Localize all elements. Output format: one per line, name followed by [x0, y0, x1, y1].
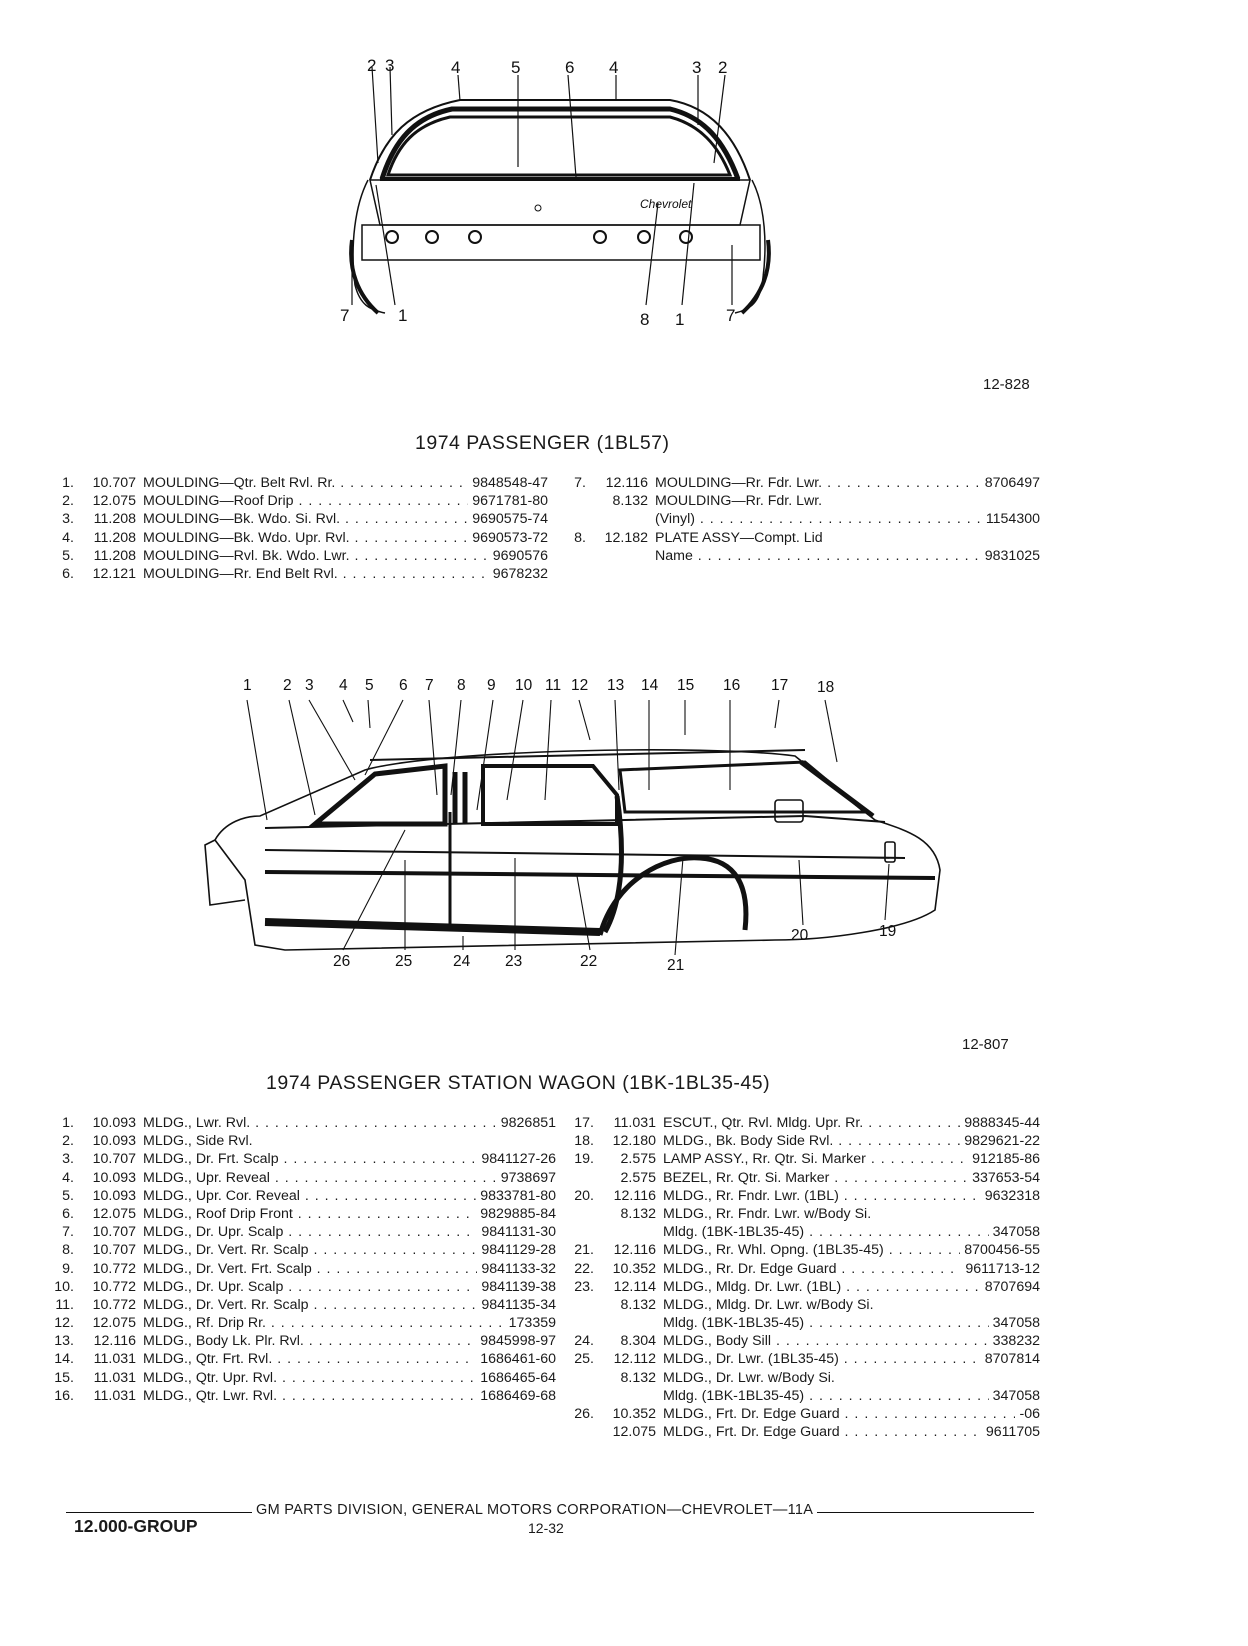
group-code — [594, 1314, 656, 1332]
part-number: 9831025 — [984, 547, 1040, 564]
part-description: Mldg. (1BK-1BL35-45) . . . — [656, 1223, 989, 1241]
part-description: Name . . . — [648, 547, 981, 565]
group-code — [594, 1223, 656, 1241]
part-description: LAMP ASSY., Rr. Qtr. Si. Marker . . . — [656, 1150, 968, 1168]
part-description: MLDG., Mldg. Dr. Lwr. w/Body Si. — [663, 1296, 874, 1313]
part-row — [548, 1132, 1040, 1150]
part-number: 9738697 — [500, 1169, 556, 1186]
part-row — [28, 510, 548, 528]
figure-passenger-rear-view — [340, 55, 790, 345]
part-description: MLDG., Upr. Reveal . . . — [136, 1169, 497, 1187]
part-description: MLDG., Bk. Body Side Rvl. . . . — [656, 1132, 960, 1150]
group-code: 11.031 — [613, 1115, 656, 1131]
part-row — [28, 1223, 556, 1241]
part-number-index — [548, 1423, 594, 1441]
footer-publisher: GM PARTS DIVISION, GENERAL MOTORS CORPORATION—CHEVROLET—11A — [252, 1502, 817, 1518]
parts-list-left — [28, 474, 548, 583]
callout: 6 — [565, 58, 575, 77]
part-number-index — [548, 1387, 594, 1405]
part-number: 9829885-84 — [480, 1205, 556, 1222]
part-number — [1036, 1369, 1040, 1387]
part-description: MLDG., Frt. Dr. Edge Guard . . . — [656, 1423, 982, 1441]
part-number: 347058 — [992, 1315, 1040, 1332]
part-number-index: 12. — [54, 1315, 74, 1332]
part-number-index: 3. — [62, 1151, 74, 1168]
part-row — [28, 1150, 556, 1168]
part-description: MLDG., Mldg. Dr. Lwr. (1BL) . . . — [656, 1278, 981, 1296]
part-number-index: 4. — [62, 529, 74, 546]
part-number: 337653-54 — [972, 1169, 1040, 1186]
part-row — [548, 1114, 1040, 1132]
part-number-index: 5. — [62, 547, 74, 564]
part-row — [28, 1332, 556, 1350]
part-number — [1036, 1296, 1040, 1314]
part-row — [540, 474, 1040, 492]
part-row — [28, 1241, 556, 1259]
part-number-index — [540, 510, 586, 528]
callout: 8 — [457, 677, 466, 694]
part-description: MLDG., Body Lk. Plr. Rvl. . . . — [136, 1332, 476, 1350]
part-row — [28, 492, 548, 510]
part-row — [548, 1223, 1040, 1241]
part-number-index: 13. — [54, 1333, 74, 1350]
part-row — [548, 1296, 1040, 1314]
part-description: MLDG., Qtr. Frt. Rvl. . . . — [136, 1350, 476, 1368]
group-code: 12.112 — [613, 1351, 656, 1368]
callout: 7 — [425, 677, 434, 694]
callout: 20 — [791, 927, 809, 944]
part-number: 8706497 — [984, 475, 1040, 491]
callout: 1 — [243, 677, 252, 694]
parts-list-right — [540, 474, 1040, 565]
part-description: MLDG., Rr. Whl. Opng. (1BL35-45) . . . — [656, 1241, 960, 1259]
part-number-index — [548, 1205, 594, 1223]
group-code: 12.180 — [612, 1133, 656, 1150]
part-number-index: 16. — [54, 1387, 74, 1404]
group-code: 8.132 — [620, 1369, 656, 1386]
part-number: 9829621-22 — [964, 1133, 1040, 1150]
part-description: MLDG., Dr. Vert. Rr. Scalp . . . — [136, 1241, 477, 1259]
part-description: MOULDING—Bk. Wdo. Si. Rvl. . . . — [136, 510, 468, 528]
group-code: 11.208 — [93, 529, 136, 546]
callout: 23 — [505, 953, 523, 970]
part-number-index: 17. — [574, 1115, 594, 1131]
part-description: ESCUT., Qtr. Rvl. Mldg. Upr. Rr. . . . — [656, 1114, 960, 1132]
part-number: 8707814 — [984, 1351, 1040, 1368]
part-row — [548, 1314, 1040, 1332]
group-code: 12.121 — [92, 565, 136, 582]
group-code — [594, 1387, 656, 1405]
part-number: 9841129-28 — [481, 1242, 556, 1259]
part-number-index: 5. — [62, 1187, 74, 1204]
part-description: BEZEL, Rr. Qtr. Si. Marker . . . — [656, 1169, 968, 1187]
part-number-index: 3. — [62, 511, 74, 528]
part-number: 9690573-72 — [472, 529, 548, 546]
part-row — [28, 529, 548, 547]
part-number-index: 20. — [574, 1187, 594, 1204]
group-code: 10.707 — [92, 1242, 136, 1259]
part-number-index — [548, 1369, 594, 1387]
part-number-index: 4. — [62, 1169, 74, 1186]
group-code: 12.075 — [92, 1205, 136, 1222]
callout: 5 — [511, 58, 521, 77]
part-row — [548, 1187, 1040, 1205]
group-code: 2.575 — [620, 1151, 656, 1168]
part-row — [548, 1387, 1040, 1405]
part-number: 1686465-64 — [480, 1369, 556, 1386]
part-row — [28, 1350, 556, 1368]
part-description: MOULDING—Rr. Fdr. Lwr. — [655, 493, 823, 510]
group-code: 11.208 — [93, 511, 136, 528]
callout: 9 — [487, 677, 496, 694]
part-row — [548, 1369, 1040, 1387]
part-number-index: 18. — [574, 1133, 594, 1150]
part-number-index: 1. — [62, 1115, 74, 1131]
part-description: MLDG., Frt. Dr. Edge Guard . . . — [656, 1405, 1015, 1423]
part-number: 9848548-47 — [472, 475, 548, 491]
part-number — [1036, 529, 1040, 547]
callout: 5 — [365, 677, 374, 694]
callout: 1 — [398, 306, 408, 325]
group-code: 2.575 — [620, 1169, 656, 1186]
callout: 22 — [580, 953, 598, 970]
part-number: 1154300 — [985, 511, 1040, 528]
callout: 15 — [677, 677, 695, 694]
part-row — [28, 1369, 556, 1387]
part-number: 173359 — [508, 1315, 556, 1332]
part-description: MLDG., Dr. Frt. Scalp . . . — [136, 1150, 477, 1168]
part-number-index: 7. — [62, 1224, 74, 1241]
part-description: MOULDING—Rr. Fdr. Lwr. . . . — [648, 474, 981, 492]
part-number: 9611713-12 — [965, 1260, 1040, 1277]
part-description: (Vinyl) . . . — [648, 510, 982, 528]
group-code: 10.093 — [92, 1133, 136, 1150]
callout: 4 — [451, 58, 461, 77]
part-row — [28, 1296, 556, 1314]
group-code: 12.116 — [93, 1333, 136, 1350]
part-number: -06 — [1019, 1406, 1040, 1422]
figure-station-wagon-side-view — [205, 677, 965, 1010]
part-number: 9678232 — [492, 565, 548, 582]
part-number: 9632318 — [984, 1187, 1040, 1204]
part-number: 338232 — [992, 1333, 1040, 1350]
part-description: MOULDING—Bk. Wdo. Upr. Rvl. . . . — [136, 529, 468, 547]
emblem-script: Chevrolet — [640, 197, 692, 211]
part-number: 347058 — [992, 1224, 1040, 1241]
part-number-index: 15. — [54, 1369, 74, 1386]
part-number: 9690575-74 — [472, 511, 548, 528]
callout: 3 — [385, 56, 395, 75]
part-number-index: 22. — [574, 1260, 594, 1277]
part-description: MLDG., Roof Drip Front . . . — [136, 1205, 476, 1223]
part-number: 9841131-30 — [481, 1224, 556, 1241]
part-number: 9826851 — [500, 1115, 556, 1131]
group-code: 8.132 — [620, 1296, 656, 1313]
part-row — [28, 1169, 556, 1187]
group-code: 10.352 — [612, 1406, 656, 1422]
figure-code: 12-807 — [962, 1036, 1009, 1053]
callout: 8 — [640, 310, 650, 329]
callout: 2 — [718, 58, 728, 77]
part-description: MLDG., Qtr. Upr. Rvl. . . . — [136, 1369, 476, 1387]
part-row — [548, 1350, 1040, 1368]
part-description: MLDG., Qtr. Lwr. Rvl. . . . — [136, 1387, 476, 1405]
part-number: 9888345-44 — [964, 1115, 1040, 1131]
part-row — [540, 529, 1040, 547]
callout: 3 — [305, 677, 314, 694]
part-number: 9841135-34 — [481, 1296, 556, 1313]
group-code: 12.116 — [613, 1187, 656, 1204]
group-code: 10.352 — [612, 1260, 656, 1277]
part-number: 9841127-26 — [481, 1151, 556, 1168]
callout: 21 — [667, 957, 685, 974]
group-code — [586, 510, 648, 528]
group-code: 10.093 — [92, 1187, 136, 1204]
part-number-index: 25. — [574, 1351, 594, 1368]
callout: 4 — [339, 677, 348, 694]
part-row — [540, 547, 1040, 565]
callout: 24 — [453, 953, 471, 970]
part-description: MLDG., Rr. Fndr. Lwr. w/Body Si. — [663, 1205, 872, 1222]
part-number-index: 2. — [62, 1133, 74, 1150]
group-code: 12.075 — [92, 493, 136, 510]
part-description: MLDG., Dr. Vert. Rr. Scalp . . . — [136, 1296, 477, 1314]
part-number: 9845998-97 — [480, 1333, 556, 1350]
part-description: MLDG., Rr. Dr. Edge Guard . . . — [656, 1260, 961, 1278]
group-code: 10.772 — [92, 1260, 136, 1277]
part-number: 1686469-68 — [480, 1387, 556, 1404]
part-description: MLDG., Dr. Upr. Scalp . . . — [136, 1223, 477, 1241]
part-row — [548, 1150, 1040, 1168]
part-number: 8700456-55 — [964, 1242, 1040, 1259]
callout: 10 — [515, 677, 533, 694]
part-row — [28, 1387, 556, 1405]
part-row — [548, 1332, 1040, 1350]
callout: 4 — [609, 58, 619, 77]
part-number-index: 23. — [574, 1278, 594, 1295]
group-code: 10.772 — [92, 1296, 136, 1313]
part-number-index: 6. — [62, 565, 74, 582]
part-number-index: 9. — [62, 1260, 74, 1277]
callout: 25 — [395, 953, 413, 970]
group-code: 8.132 — [612, 493, 648, 510]
part-number-index: 10. — [54, 1278, 74, 1295]
group-code — [586, 547, 648, 565]
part-number-index — [540, 492, 586, 510]
group-code: 10.707 — [92, 1224, 136, 1241]
part-description: PLATE ASSY—Compt. Lid — [655, 529, 823, 546]
part-description: MLDG., Dr. Vert. Frt. Scalp . . . — [136, 1260, 477, 1278]
callout: 6 — [399, 677, 408, 694]
group-code: 11.031 — [93, 1387, 136, 1404]
part-description: MLDG., Dr. Upr. Scalp . . . — [136, 1278, 477, 1296]
group-code: 12.116 — [613, 1242, 656, 1259]
group-code: 12.114 — [613, 1278, 656, 1295]
part-number-index: 1. — [62, 475, 74, 491]
callout: 7 — [340, 306, 350, 325]
part-row — [548, 1205, 1040, 1223]
part-row — [540, 492, 1040, 510]
part-description: Mldg. (1BK-1BL35-45) . . . — [656, 1387, 989, 1405]
part-row — [548, 1278, 1040, 1296]
group-code: 10.772 — [92, 1278, 136, 1295]
part-number: 347058 — [992, 1387, 1040, 1404]
callout: 2 — [283, 677, 292, 694]
part-row — [548, 1241, 1040, 1259]
parts-list-left — [28, 1114, 556, 1405]
group-code: 10.093 — [92, 1115, 136, 1131]
parts-list-right — [548, 1114, 1040, 1441]
part-row — [548, 1423, 1040, 1441]
part-row — [28, 474, 548, 492]
section-title: 1974 PASSENGER (1BL57) — [415, 432, 670, 454]
part-row — [28, 1187, 556, 1205]
part-description: MOULDING—Rvl. Bk. Wdo. Lwr. . . . — [136, 547, 489, 565]
group-code: 11.031 — [93, 1351, 136, 1368]
part-row — [28, 547, 548, 565]
part-number: 9841139-38 — [481, 1278, 556, 1295]
part-description: Mldg. (1BK-1BL35-45) . . . — [656, 1314, 989, 1332]
part-description: MLDG., Side Rvl. — [143, 1133, 253, 1150]
part-number: 9690576 — [492, 547, 548, 564]
callout: 3 — [692, 58, 702, 77]
part-row — [28, 1314, 556, 1332]
section-title: 1974 PASSENGER STATION WAGON (1BK-1BL35-45) — [266, 1072, 771, 1094]
part-number-index: 8. — [62, 1242, 74, 1259]
callout: 11 — [545, 677, 562, 694]
figure-code: 12-828 — [983, 376, 1030, 393]
callout: 12 — [571, 677, 589, 694]
group-code: 8.304 — [620, 1333, 656, 1350]
part-number: 9671781-80 — [472, 493, 548, 510]
part-row — [548, 1260, 1040, 1278]
group-code: 8.132 — [620, 1205, 656, 1222]
page-number: 12-32 — [528, 1520, 564, 1536]
part-row — [28, 1114, 556, 1132]
group-code: 12.116 — [605, 475, 648, 491]
part-row — [548, 1169, 1040, 1187]
part-row — [28, 1132, 556, 1150]
part-number-index: 14. — [54, 1351, 74, 1368]
group-code: 12.075 — [612, 1424, 656, 1441]
part-number — [1036, 492, 1040, 510]
group-code: 10.707 — [92, 1151, 136, 1168]
part-number-index: 19. — [574, 1151, 594, 1168]
part-number-index: 8. — [574, 529, 586, 546]
part-number-index: 24. — [574, 1333, 594, 1350]
part-description: MLDG., Dr. Lwr. (1BL35-45) . . . — [656, 1350, 981, 1368]
part-description: MLDG., Rr. Fndr. Lwr. (1BL) . . . — [656, 1187, 981, 1205]
part-row — [28, 1278, 556, 1296]
part-number: 8707694 — [984, 1278, 1040, 1295]
callout: 7 — [726, 306, 736, 325]
part-description: MOULDING—Qtr. Belt Rvl. Rr. . . . — [136, 474, 468, 492]
part-number: 1686461-60 — [480, 1351, 556, 1368]
callout: 19 — [879, 923, 897, 940]
part-description: MOULDING—Rr. End Belt Rvl. . . . — [136, 565, 489, 583]
part-number-index: 6. — [62, 1205, 74, 1222]
part-description: MOULDING—Roof Drip . . . — [136, 492, 468, 510]
part-number-index: 2. — [62, 493, 74, 510]
part-description: MLDG., Body Sill . . . — [656, 1332, 989, 1350]
part-row — [28, 1260, 556, 1278]
callout: 14 — [641, 677, 659, 694]
group-code: 10.093 — [92, 1169, 136, 1186]
callout: 26 — [333, 953, 351, 970]
part-description: MLDG., Rf. Drip Rr. . . . — [136, 1314, 505, 1332]
group-code: 12.182 — [604, 529, 648, 546]
part-number-index — [548, 1223, 594, 1241]
callout: 13 — [607, 677, 625, 694]
part-number: 912185-86 — [972, 1151, 1040, 1168]
part-number: 9841133-32 — [481, 1260, 556, 1277]
group-code: 12.075 — [92, 1315, 136, 1332]
callout: 18 — [817, 679, 835, 696]
group-number: 12.000-GROUP — [74, 1516, 198, 1536]
part-number-index — [548, 1169, 594, 1187]
part-number — [1036, 1205, 1040, 1223]
group-code: 11.031 — [93, 1369, 136, 1386]
group-code: 10.707 — [92, 475, 136, 491]
part-number: 9833781-80 — [480, 1187, 556, 1204]
part-number-index — [548, 1314, 594, 1332]
part-row — [540, 510, 1040, 528]
group-code: 11.208 — [93, 547, 136, 564]
part-number-index: 7. — [574, 475, 586, 491]
part-row — [28, 1205, 556, 1223]
part-number-index: 21. — [574, 1242, 594, 1259]
callout: 2 — [367, 56, 377, 75]
callout: 17 — [771, 677, 789, 694]
part-number-index: 11. — [55, 1296, 74, 1313]
part-number-index: 26. — [574, 1406, 594, 1422]
part-number-index — [548, 1296, 594, 1314]
part-row — [548, 1405, 1040, 1423]
part-number-index — [540, 547, 586, 565]
callout: 16 — [723, 677, 741, 694]
part-number: 9611705 — [985, 1424, 1040, 1441]
callout: 1 — [675, 310, 685, 329]
part-description: MLDG., Dr. Lwr. w/Body Si. — [663, 1369, 835, 1386]
part-description: MLDG., Lwr. Rvl. . . . — [136, 1114, 497, 1132]
part-row — [28, 565, 548, 583]
part-description: MLDG., Upr. Cor. Reveal . . . — [136, 1187, 476, 1205]
